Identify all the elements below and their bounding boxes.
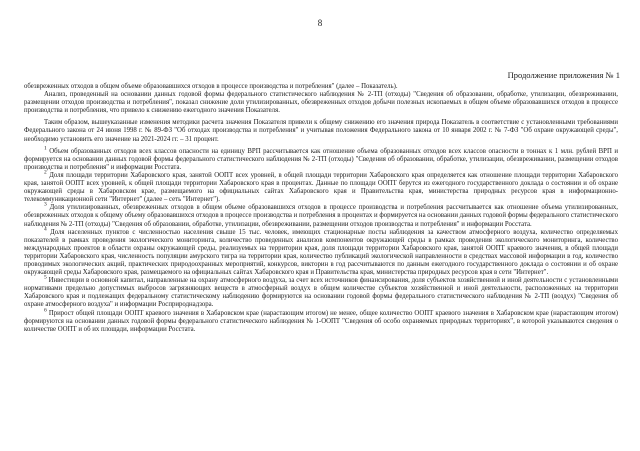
- page-number: 8: [317, 18, 323, 28]
- footnote-2: [24, 169, 618, 204]
- footnote-text: Доля населенных пунктов с численностью населения свыше 15 тыс. человек, имеющих стационарные посты наблюдения за качеством атмосферного воздуха, количество определяемых показателей в рамках проведения экологического мониторинга, количество проведенных анализов компонентов окружающей среды в рамках проведения экологического мониторинга, количество международных проектов в области охраны окружающей среды, реализуемых на территории края, доля площади территории Хабаровского края, занятой ООПТ краевого значения, в общей площади территории Хабаровского края, численность популяции амурского тигра на территории края, количество публикаций экологической направленности в средствах массовой информации в год, количество проводимых экологических акций, практических природоохранных мероприятий, конкурсов, викторин в год рассчитываются по данным ежегодного государственного доклада о состоянии и об охране окружающей среды Хабаровского края, размещаемого на официальных сайтах Хабаровского края и Правительства края, министерства природных ресурсов края в сети "Интернет".: [24, 228, 619, 277]
- footnote-text: Доля утилизированных, обезвреженных отходов в общем объеме образовавшихся отходов в процессе производства и потребления рассчитывается как отношение объема утилизированных, обезвреженных отходов к общему объему образовавшихся отходов в процессе производства и потребления в процентах и формируется на основании данных годовой формы федерального статистического наблюдения № 2-ТП (отходы) "Сведения об образовании, обработке, утилизации, обезвреживании, размещении отходов производства и потребления" и информации Росстата.: [24, 204, 618, 228]
- footnote-mark: 2: [44, 169, 47, 176]
- footnote-mark: 1: [44, 145, 47, 152]
- document-body: [24, 83, 618, 334]
- footnote-text: Инвестиции в основной капитал, направленные на охрану атмосферного воздуха, за счет всех источников финансирования, доля субъектов хозяйственной и иной деятельности с установленными нормативами предельно допустимых выбросов загрязняющих веществ в атмосферный воздух в общем количестве субъектов хозяйственной и иной деятельности, расположенных на территории Хабаровского края и подлежащих федеральному статистическому наблюдению формируются на основании годовой формы федерального статистического наблюдения № 2-ТП (воздух) "Сведения об охране атмосферного воздуха" и информации Росприроднадзора.: [24, 277, 618, 309]
- paragraph-3: Таким образом, вышеуказанные изменения методики расчета значения Показателя привели к общему снижению его значения природа Показатель в соответствие с установленными требованиями Федерального закона от 24 июня 1998 г. № 89-ФЗ "Об отходах производства и потребления" и учитывая положения Федерального закона от 10 января 2002 г. № 7-ФЗ "Об охране окружающей среды", необходимо установить его значение на 2021-2024 гг. – 31 процент.: [24, 119, 618, 143]
- footnote-5: [24, 274, 618, 309]
- footnote-mark: 5: [44, 274, 47, 281]
- footnote-mark: 4: [44, 226, 47, 233]
- footnote-text: Объем образованных отходов всех классов опасности на единицу ВРП рассчитывается как отношение объема образованных отходов всех классов опасности в тоннах к 1 млн. рублей ВРП и формируется на основании данных годовой формы федерального статистического наблюдения № 2-ТП (отходы) "Сведения об образовании, обработке, утилизации, обезвреживании, размещении отходов производства и потребления" и информации Росстата.: [24, 147, 619, 171]
- footnote-text: Прирост общей площади ООПТ краевого значения в Хабаровском крае (нарастающим итогом) не менее, общее количество ООПТ краевого значения в Хабаровском крае (нарастающим итогом) формируются на основании данных годовой формы федерального статистического наблюдения № 1-ООПТ "Сведения об особо охраняемых природных территориях", в которой указываются сведения о количестве ООПТ и об их площади, информации Росстата.: [24, 309, 618, 333]
- footnote-1: [24, 145, 619, 172]
- paragraph-1: обезвреженных отходов в общем объеме образовавшихся отходов в процессе производства и потребления" (далее – Показатель).: [24, 83, 398, 90]
- footnote-4: [24, 226, 619, 278]
- footnote-6: [24, 307, 618, 334]
- paragraph-2: Анализ, проведенный на основании данных годовой формы федерального статистического наблюдения № 2-ТП (отходы) "Сведения об образовании, обработке, утилизации, обезвреживании, размещении отходов производства и потребления", показал снижение доли утилизированных, обезвреженных отходов добычи полезных ископаемых в общем объеме образовавшихся отходов в процессе производства и потребления, что привело к снижению ежегодного значения Показателя.: [24, 91, 618, 115]
- footnote-mark: 3: [44, 202, 47, 209]
- footnote-text: Доля площади территории Хабаровского края, занятой ООПТ всех уровней, в общей площади территории Хабаровского края определяется как отношение площади территории Хабаровского края, занятой ООПТ всех уровней, к общей площади территории Хабаровского края в процентах. Данные по площади ООПТ берутся из ежегодного государственного доклада о состоянии и об охране окружающей среды в Хабаровском крае, размещаемого на официальных сайтах Хабаровского края и Правительства края, министерства природных ресурсов края в информационно-телекоммуникационной сети "Интернет" (далее – сеть "Интернет").: [24, 171, 618, 204]
- footnote-mark: 6: [44, 307, 47, 314]
- footnote-3: [24, 204, 618, 228]
- appendix-continuation-label: Продолжение приложения № 1: [507, 70, 620, 80]
